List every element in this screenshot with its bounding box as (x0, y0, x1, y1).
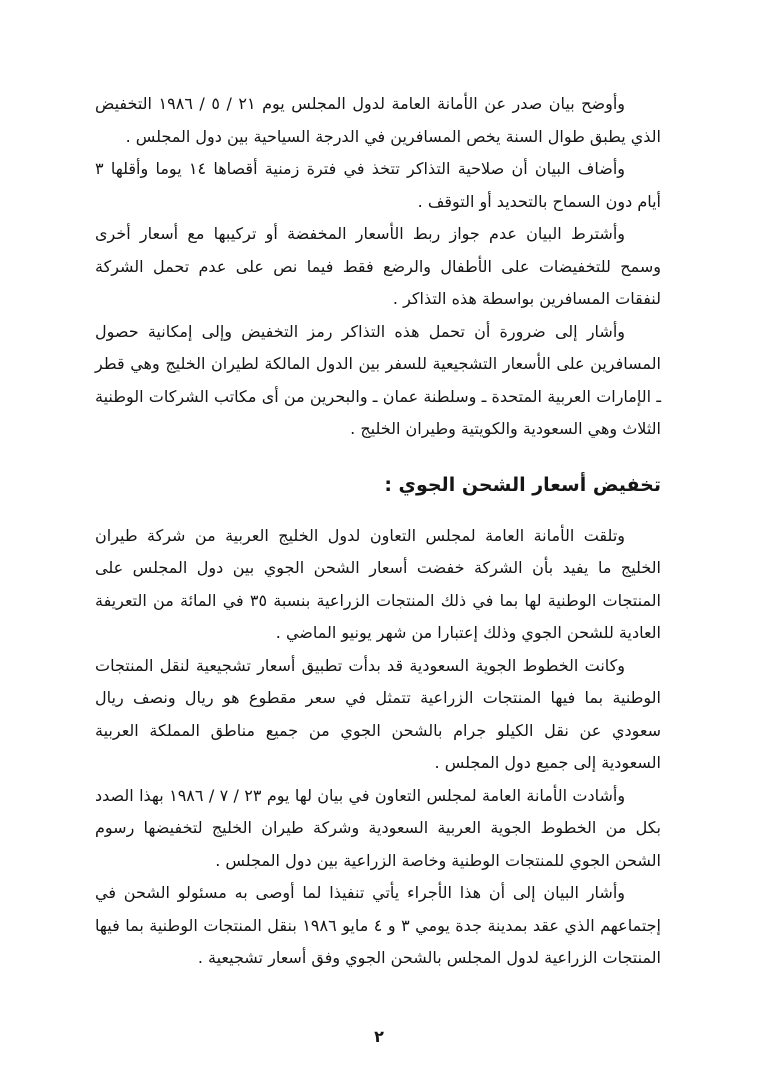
paragraph-saudia-rates: وكانت الخطوط الجوية السعودية قد بدأت تطبيق أسعار تشجيعية لنقل المنتجات الوطنية بما فيها المنتجات الزراعية تتمثل في سعر مقطوع هو ريال ونصف ريال سعودي عن نقل الكيلو جرام بالشحن الجوي من جميع مناطق المملكة العربية السعودية إلى جميع دول المجلس . (95, 655, 661, 772)
paragraph-secretariat-praise: وأشادت الأمانة العامة لمجلس التعاون في بيان لها يوم ٢٣ / ٧ / ١٩٨٦ بهذا الصدد بكل من الخطوط الجوية العربية السعودية وشركة طيران الخليج لتخفيضها رسوم الشحن الجوي للمنتجات الوطنية وخاصة الزراعية بين دول المجلس . (95, 785, 661, 870)
paragraph-ticket-validity: وأضاف البيان أن صلاحية التذاكر تتخذ في فترة زمنية أقصاها ١٤ يوما وأقلها ٣ أيام دون السماح بالتحديد أو التوقف . (95, 159, 661, 211)
paragraph-announcement-date: وأوضح بيان صدر عن الأمانة العامة لدول المجلس يوم ٢١ / ٥ / ١٩٨٦ التخفيض الذي يطبق طوال السنة يخص المسافرين في الدرجة السياحية بين دول المجلس . (95, 94, 661, 146)
paragraph-freight-reduction: وتلقت الأمانة العامة لمجلس التعاون لدول الخليج العربية من شركة طيران الخليج ما يفيد بأن الشركة خفضت أسعار الشحن الجوي بين دول المجلس على المنتجات الوطنية لها بما في ذلك المنتجات الزراعية بنسبة ٣٥ في المائة من التعريفة العادية للشحن الجوي وذلك إعتبارا من شهر يونيو الماضي . (95, 525, 662, 642)
section-heading-air-freight: تخفيض أسعار الشحن الجوي : (384, 473, 661, 496)
paragraph-jeddah-meeting: وأشار البيان إلى أن هذا الأجراء يأتي تنفيذا لما أوصى به مسئولو الشحن في إجتماعهم الذي عقد بمدينة جدة يومي ٣ و ٤ مايو ١٩٨٦ بنقل المنتجات الوطنية بما فيها المنتجات الزراعية لدول المجلس بالشحن الجوي وفق أسعار تشجيعية . (95, 883, 661, 967)
page-number: ٢ (374, 1027, 384, 1046)
paragraph-fare-conditions: وأشترط البيان عدم جواز ربط الأسعار المخفضة أو تركيبها مع أسعار أخرى وسمح للتخفيضات على الأطفال والرضع فقط فيما نص على عدم تحمل الشركة لنفقات المسافرين بواسطة هذه التذاكر . (95, 224, 661, 308)
text-block (95, 88, 661, 975)
paragraph-discount-code: وأشار إلى ضرورة أن تحمل هذه التذاكر رمز التخفيض وإلى إمكانية حصول المسافرين على الأسعار التشجيعية للسفر بين الدول المالكة لطيران الخليج وهي قطر ـ الإمارات العربية المتحدة ـ وسلطنة عمان ـ والبحرين من أى مكاتب الشركات الوطنية الثلاث وهي السعودية والكويتية وطيران الخليج . (95, 321, 661, 438)
